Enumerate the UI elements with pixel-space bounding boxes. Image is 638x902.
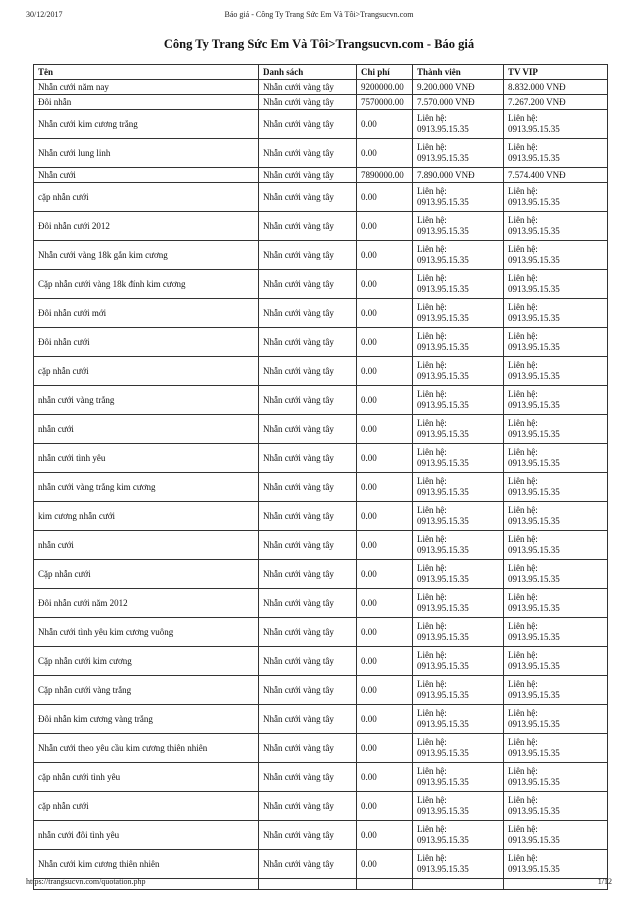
cell-chi-phi: 0.00: [357, 792, 413, 821]
cell-ten: kim cương nhẫn cưới: [34, 502, 259, 531]
contact-phone: 0913.95.15.35: [417, 124, 469, 134]
cell-danh-sach: Nhẫn cưới vàng tây: [259, 139, 357, 168]
cell-chi-phi: 0.00: [357, 531, 413, 560]
contact-label: Liên hệ:: [508, 389, 538, 399]
cell-danh-sach: Nhẫn cưới vàng tây: [259, 647, 357, 676]
contact-phone: 0913.95.15.35: [417, 313, 469, 323]
cell-danh-sach: Nhẫn cưới vàng tây: [259, 212, 357, 241]
contact-phone: 0913.95.15.35: [417, 400, 469, 410]
cell-ten: cặp nhẫn cưới: [34, 792, 259, 821]
contact-phone: 0913.95.15.35: [417, 153, 469, 163]
contact-phone: 0913.95.15.35: [417, 690, 469, 700]
cell-tv-vip: [504, 270, 608, 299]
table-body: [34, 80, 608, 890]
cell-tv-vip: [504, 299, 608, 328]
table-row: [34, 299, 608, 328]
cell-ten: nhẫn cưới: [34, 415, 259, 444]
table-row: [34, 792, 608, 821]
contact-label: Liên hệ:: [417, 650, 447, 660]
cell-tv-vip: [504, 618, 608, 647]
cell-danh-sach: Nhẫn cưới vàng tây: [259, 444, 357, 473]
table-row: [34, 212, 608, 241]
cell-thanh-vien: [413, 502, 504, 531]
cell-tv-vip: [504, 386, 608, 415]
contact-label: Liên hệ:: [508, 244, 538, 254]
contact-label: Liên hệ:: [508, 563, 538, 573]
cell-thanh-vien: [413, 705, 504, 734]
cell-danh-sach: Nhẫn cưới vàng tây: [259, 110, 357, 139]
cell-danh-sach: Nhẫn cưới vàng tây: [259, 676, 357, 705]
cell-thanh-vien: 7.890.000 VNĐ: [413, 168, 504, 183]
contact-phone: 0913.95.15.35: [508, 748, 560, 758]
cell-chi-phi: 0.00: [357, 473, 413, 502]
cell-thanh-vien: [413, 531, 504, 560]
cell-danh-sach: Nhẫn cưới vàng tây: [259, 821, 357, 850]
contact-phone: 0913.95.15.35: [417, 516, 469, 526]
cell-thanh-vien: [413, 139, 504, 168]
cell-tv-vip: [504, 444, 608, 473]
contact-phone: 0913.95.15.35: [508, 313, 560, 323]
cell-chi-phi: 0.00: [357, 357, 413, 386]
table-row: [34, 357, 608, 386]
table-row: [34, 270, 608, 299]
cell-tv-vip: [504, 589, 608, 618]
table-row: [34, 676, 608, 705]
cell-danh-sach: Nhẫn cưới vàng tây: [259, 618, 357, 647]
page-header: [0, 10, 638, 22]
cell-tv-vip: [504, 110, 608, 139]
cell-ten: Cặp nhẫn cưới vàng trắng: [34, 676, 259, 705]
contact-phone: 0913.95.15.35: [508, 371, 560, 381]
cell-tv-vip: [504, 676, 608, 705]
cell-ten: Nhẫn cưới: [34, 168, 259, 183]
cell-danh-sach: Nhẫn cưới vàng tây: [259, 168, 357, 183]
table-row: [34, 618, 608, 647]
contact-phone: 0913.95.15.35: [508, 342, 560, 352]
cell-thanh-vien: [413, 386, 504, 415]
cell-danh-sach: Nhẫn cưới vàng tây: [259, 386, 357, 415]
cell-chi-phi: 0.00: [357, 444, 413, 473]
cell-ten: cặp nhẫn cưới: [34, 183, 259, 212]
cell-thanh-vien: [413, 444, 504, 473]
table-row: [34, 502, 608, 531]
contact-label: Liên hệ:: [508, 142, 538, 152]
cell-tv-vip: [504, 241, 608, 270]
cell-chi-phi: 9200000.00: [357, 80, 413, 95]
contact-label: Liên hệ:: [417, 708, 447, 718]
table-row: [34, 183, 608, 212]
contact-label: Liên hệ:: [417, 563, 447, 573]
contact-phone: 0913.95.15.35: [417, 777, 469, 787]
cell-danh-sach: Nhẫn cưới vàng tây: [259, 183, 357, 212]
cell-chi-phi: 0.00: [357, 328, 413, 357]
contact-phone: 0913.95.15.35: [417, 197, 469, 207]
cell-ten: Nhẫn cưới kim cương thiên nhiên: [34, 850, 259, 879]
contact-label: Liên hệ:: [508, 447, 538, 457]
contact-label: Liên hệ:: [508, 186, 538, 196]
cell-ten: Đôi nhẫn cưới mới: [34, 299, 259, 328]
contact-phone: 0913.95.15.35: [417, 545, 469, 555]
cell-danh-sach: Nhẫn cưới vàng tây: [259, 792, 357, 821]
table-row: [34, 444, 608, 473]
cell-tv-vip: [504, 560, 608, 589]
contact-label: Liên hệ:: [508, 592, 538, 602]
contact-phone: 0913.95.15.35: [417, 284, 469, 294]
table-row: [34, 647, 608, 676]
contact-phone: 0913.95.15.35: [417, 603, 469, 613]
contact-label: Liên hệ:: [508, 113, 538, 123]
contact-phone: 0913.95.15.35: [508, 197, 560, 207]
contact-label: Liên hệ:: [508, 853, 538, 863]
contact-phone: 0913.95.15.35: [508, 429, 560, 439]
cell-chi-phi: 0.00: [357, 821, 413, 850]
cell-tv-vip: [504, 531, 608, 560]
contact-label: Liên hệ:: [417, 244, 447, 254]
contact-label: Liên hệ:: [417, 142, 447, 152]
contact-phone: 0913.95.15.35: [417, 661, 469, 671]
cell-tv-vip: [504, 502, 608, 531]
contact-phone: 0913.95.15.35: [508, 400, 560, 410]
cell-danh-sach: Nhẫn cưới vàng tây: [259, 415, 357, 444]
contact-phone: 0913.95.15.35: [417, 371, 469, 381]
cell-chi-phi: 0.00: [357, 560, 413, 589]
cell-chi-phi: 0.00: [357, 589, 413, 618]
contact-label: Liên hệ:: [417, 737, 447, 747]
page-footer: [0, 877, 638, 889]
cell-ten: nhẫn cưới tình yêu: [34, 444, 259, 473]
contact-phone: 0913.95.15.35: [508, 458, 560, 468]
column-header-thanh-vien: Thành viên: [413, 65, 504, 80]
contact-phone: 0913.95.15.35: [417, 864, 469, 874]
contact-label: Liên hệ:: [417, 273, 447, 283]
cell-thanh-vien: [413, 212, 504, 241]
contact-phone: 0913.95.15.35: [508, 661, 560, 671]
cell-tv-vip: 7.574.400 VNĐ: [504, 168, 608, 183]
cell-ten: Đôi nhẫn cưới: [34, 328, 259, 357]
cell-danh-sach: Nhẫn cưới vàng tây: [259, 328, 357, 357]
contact-phone: 0913.95.15.35: [417, 458, 469, 468]
contact-phone: 0913.95.15.35: [508, 226, 560, 236]
table-row: [34, 80, 608, 95]
cell-danh-sach: Nhẫn cưới vàng tây: [259, 850, 357, 879]
contact-label: Liên hệ:: [417, 592, 447, 602]
contact-label: Liên hệ:: [417, 331, 447, 341]
table-row: [34, 763, 608, 792]
contact-label: Liên hệ:: [417, 795, 447, 805]
cell-thanh-vien: [413, 110, 504, 139]
contact-label: Liên hệ:: [417, 534, 447, 544]
cell-thanh-vien: [413, 241, 504, 270]
contact-phone: 0913.95.15.35: [508, 835, 560, 845]
contact-label: Liên hệ:: [417, 418, 447, 428]
column-header-danh-sach: Danh sách: [259, 65, 357, 80]
contact-label: Liên hệ:: [508, 331, 538, 341]
cell-thanh-vien: [413, 299, 504, 328]
contact-label: Liên hệ:: [508, 621, 538, 631]
column-header-ten: Tên: [34, 65, 259, 80]
contact-phone: 0913.95.15.35: [508, 516, 560, 526]
contact-phone: 0913.95.15.35: [417, 342, 469, 352]
contact-phone: 0913.95.15.35: [508, 632, 560, 642]
cell-tv-vip: [504, 647, 608, 676]
contact-label: Liên hệ:: [508, 360, 538, 370]
table-row: [34, 734, 608, 763]
contact-phone: 0913.95.15.35: [417, 835, 469, 845]
table-row: [34, 328, 608, 357]
cell-danh-sach: Nhẫn cưới vàng tây: [259, 589, 357, 618]
cell-thanh-vien: [413, 792, 504, 821]
cell-ten: Nhẫn cưới lung linh: [34, 139, 259, 168]
cell-thanh-vien: [413, 328, 504, 357]
cell-tv-vip: [504, 850, 608, 879]
cell-danh-sach: Nhẫn cưới vàng tây: [259, 763, 357, 792]
cell-ten: cặp nhẫn cưới: [34, 357, 259, 386]
cell-thanh-vien: [413, 415, 504, 444]
contact-phone: 0913.95.15.35: [417, 632, 469, 642]
cell-ten: cặp nhẫn cưới tình yêu: [34, 763, 259, 792]
contact-label: Liên hệ:: [417, 505, 447, 515]
contact-phone: 0913.95.15.35: [508, 545, 560, 555]
cell-chi-phi: 0.00: [357, 386, 413, 415]
contact-phone: 0913.95.15.35: [508, 603, 560, 613]
contact-label: Liên hệ:: [417, 766, 447, 776]
contact-phone: 0913.95.15.35: [508, 574, 560, 584]
cell-thanh-vien: [413, 357, 504, 386]
contact-label: Liên hệ:: [508, 302, 538, 312]
table-row: [34, 473, 608, 502]
cell-chi-phi: 0.00: [357, 415, 413, 444]
cell-ten: Đôi nhẫn cưới năm 2012: [34, 589, 259, 618]
table-row: [34, 560, 608, 589]
contact-phone: 0913.95.15.35: [508, 806, 560, 816]
cell-thanh-vien: 7.570.000 VNĐ: [413, 95, 504, 110]
cell-thanh-vien: [413, 560, 504, 589]
cell-chi-phi: 0.00: [357, 763, 413, 792]
cell-danh-sach: Nhẫn cưới vàng tây: [259, 241, 357, 270]
contact-label: Liên hệ:: [417, 113, 447, 123]
cell-tv-vip: 7.267.200 VNĐ: [504, 95, 608, 110]
footer-page-number: 1/12: [597, 877, 612, 886]
cell-danh-sach: Nhẫn cưới vàng tây: [259, 299, 357, 328]
cell-danh-sach: Nhẫn cưới vàng tây: [259, 95, 357, 110]
cell-tv-vip: [504, 415, 608, 444]
cell-chi-phi: 0.00: [357, 618, 413, 647]
contact-label: Liên hệ:: [417, 853, 447, 863]
cell-tv-vip: [504, 328, 608, 357]
cell-ten: nhẫn cưới đôi tình yêu: [34, 821, 259, 850]
cell-danh-sach: Nhẫn cưới vàng tây: [259, 560, 357, 589]
contact-phone: 0913.95.15.35: [508, 284, 560, 294]
column-header-tv-vip: TV VIP: [504, 65, 608, 80]
contact-label: Liên hệ:: [508, 418, 538, 428]
cell-chi-phi: 0.00: [357, 647, 413, 676]
contact-label: Liên hệ:: [508, 708, 538, 718]
cell-chi-phi: 0.00: [357, 676, 413, 705]
cell-thanh-vien: [413, 473, 504, 502]
cell-ten: nhẫn cưới vàng trắng kim cương: [34, 473, 259, 502]
contact-phone: 0913.95.15.35: [417, 748, 469, 758]
cell-danh-sach: Nhẫn cưới vàng tây: [259, 705, 357, 734]
cell-ten: Cặp nhẫn cưới kim cương: [34, 647, 259, 676]
document-title: Công Ty Trang Sức Em Và Tôi>Trangsucvn.com - Báo giá: [163, 37, 475, 51]
contact-phone: 0913.95.15.35: [508, 153, 560, 163]
contact-phone: 0913.95.15.35: [417, 255, 469, 265]
cell-ten: Nhẫn cưới năm nay: [34, 80, 259, 95]
cell-danh-sach: Nhẫn cưới vàng tây: [259, 270, 357, 299]
cell-chi-phi: 0.00: [357, 705, 413, 734]
contact-label: Liên hệ:: [508, 795, 538, 805]
cell-tv-vip: 8.832.000 VNĐ: [504, 80, 608, 95]
cell-tv-vip: [504, 357, 608, 386]
cell-thanh-vien: [413, 183, 504, 212]
cell-ten: Đôi nhẫn cưới 2012: [34, 212, 259, 241]
contact-phone: 0913.95.15.35: [508, 864, 560, 874]
cell-tv-vip: [504, 473, 608, 502]
contact-label: Liên hệ:: [417, 215, 447, 225]
contact-phone: 0913.95.15.35: [417, 487, 469, 497]
contact-label: Liên hệ:: [417, 186, 447, 196]
cell-thanh-vien: [413, 647, 504, 676]
cell-tv-vip: [504, 763, 608, 792]
table-row: [34, 241, 608, 270]
cell-thanh-vien: [413, 763, 504, 792]
contact-label: Liên hệ:: [508, 215, 538, 225]
cell-chi-phi: 0.00: [357, 850, 413, 879]
contact-phone: 0913.95.15.35: [417, 806, 469, 816]
contact-phone: 0913.95.15.35: [417, 719, 469, 729]
cell-ten: Nhẫn cưới theo yêu cầu kim cương thiên nhiên: [34, 734, 259, 763]
cell-chi-phi: 0.00: [357, 212, 413, 241]
cell-tv-vip: [504, 705, 608, 734]
contact-label: Liên hệ:: [417, 476, 447, 486]
cell-ten: Nhẫn cưới tình yêu kim cương vuông: [34, 618, 259, 647]
cell-tv-vip: [504, 212, 608, 241]
cell-thanh-vien: [413, 589, 504, 618]
table-row: [34, 531, 608, 560]
cell-chi-phi: 0.00: [357, 183, 413, 212]
table-row: [34, 850, 608, 879]
table-header-row: [34, 65, 608, 80]
cell-chi-phi: 0.00: [357, 241, 413, 270]
contact-label: Liên hệ:: [508, 650, 538, 660]
contact-label: Liên hệ:: [417, 679, 447, 689]
contact-label: Liên hệ:: [508, 273, 538, 283]
cell-chi-phi: 0.00: [357, 139, 413, 168]
table-row: [34, 386, 608, 415]
contact-label: Liên hệ:: [508, 737, 538, 747]
cell-chi-phi: 0.00: [357, 110, 413, 139]
cell-ten: Cặp nhẫn cưới: [34, 560, 259, 589]
cell-danh-sach: Nhẫn cưới vàng tây: [259, 473, 357, 502]
cell-chi-phi: 0.00: [357, 502, 413, 531]
cell-thanh-vien: [413, 270, 504, 299]
table-row: [34, 95, 608, 110]
cell-chi-phi: 7890000.00: [357, 168, 413, 183]
contact-phone: 0913.95.15.35: [508, 777, 560, 787]
contact-label: Liên hệ:: [417, 621, 447, 631]
cell-ten: nhẫn cưới vàng trắng: [34, 386, 259, 415]
contact-label: Liên hệ:: [508, 476, 538, 486]
cell-ten: Đôi nhẫn kim cương vàng trắng: [34, 705, 259, 734]
cell-danh-sach: Nhẫn cưới vàng tây: [259, 734, 357, 763]
table-row: [34, 589, 608, 618]
table-row: [34, 168, 608, 183]
cell-thanh-vien: 9.200.000 VNĐ: [413, 80, 504, 95]
contact-phone: 0913.95.15.35: [417, 226, 469, 236]
footer-url: https://trangsucvn.com/quotation.php: [26, 877, 146, 886]
cell-chi-phi: 7570000.00: [357, 95, 413, 110]
quotation-table: [33, 64, 608, 890]
contact-label: Liên hệ:: [417, 360, 447, 370]
cell-danh-sach: Nhẫn cưới vàng tây: [259, 502, 357, 531]
contact-phone: 0913.95.15.35: [508, 124, 560, 134]
column-header-chi-phi: Chi phí: [357, 65, 413, 80]
contact-label: Liên hệ:: [417, 389, 447, 399]
contact-phone: 0913.95.15.35: [508, 719, 560, 729]
contact-phone: 0913.95.15.35: [417, 429, 469, 439]
contact-label: Liên hệ:: [508, 824, 538, 834]
cell-tv-vip: [504, 821, 608, 850]
table-row: [34, 705, 608, 734]
cell-tv-vip: [504, 734, 608, 763]
contact-label: Liên hệ:: [417, 302, 447, 312]
cell-tv-vip: [504, 139, 608, 168]
table-row: [34, 139, 608, 168]
cell-danh-sach: Nhẫn cưới vàng tây: [259, 531, 357, 560]
print-date: 30/12/2017: [26, 10, 63, 19]
cell-tv-vip: [504, 792, 608, 821]
cell-chi-phi: 0.00: [357, 734, 413, 763]
table-row: [34, 415, 608, 444]
table-row: [34, 110, 608, 139]
cell-thanh-vien: [413, 676, 504, 705]
cell-chi-phi: 0.00: [357, 270, 413, 299]
contact-phone: 0913.95.15.35: [508, 255, 560, 265]
contact-label: Liên hệ:: [508, 534, 538, 544]
cell-ten: Nhẫn cưới kim cương trắng: [34, 110, 259, 139]
cell-thanh-vien: [413, 821, 504, 850]
contact-label: Liên hệ:: [417, 447, 447, 457]
cell-tv-vip: [504, 183, 608, 212]
cell-thanh-vien: [413, 850, 504, 879]
cell-ten: nhẫn cưới: [34, 531, 259, 560]
contact-phone: 0913.95.15.35: [508, 487, 560, 497]
contact-label: Liên hệ:: [508, 505, 538, 515]
cell-danh-sach: Nhẫn cưới vàng tây: [259, 80, 357, 95]
cell-ten: Đôi nhẫn: [34, 95, 259, 110]
contact-label: Liên hệ:: [417, 824, 447, 834]
cell-ten: Nhẫn cưới vàng 18k gắn kim cương: [34, 241, 259, 270]
contact-phone: 0913.95.15.35: [508, 690, 560, 700]
cell-thanh-vien: [413, 618, 504, 647]
contact-label: Liên hệ:: [508, 766, 538, 776]
table-row: [34, 821, 608, 850]
contact-label: Liên hệ:: [508, 679, 538, 689]
cell-danh-sach: Nhẫn cưới vàng tây: [259, 357, 357, 386]
cell-ten: Cặp nhẫn cưới vàng 18k đính kim cương: [34, 270, 259, 299]
cell-thanh-vien: [413, 734, 504, 763]
cell-chi-phi: 0.00: [357, 299, 413, 328]
contact-phone: 0913.95.15.35: [417, 574, 469, 584]
print-page-title: Báo giá - Công Ty Trang Sức Em Và Tôi>Trangsucvn.com: [224, 10, 414, 19]
